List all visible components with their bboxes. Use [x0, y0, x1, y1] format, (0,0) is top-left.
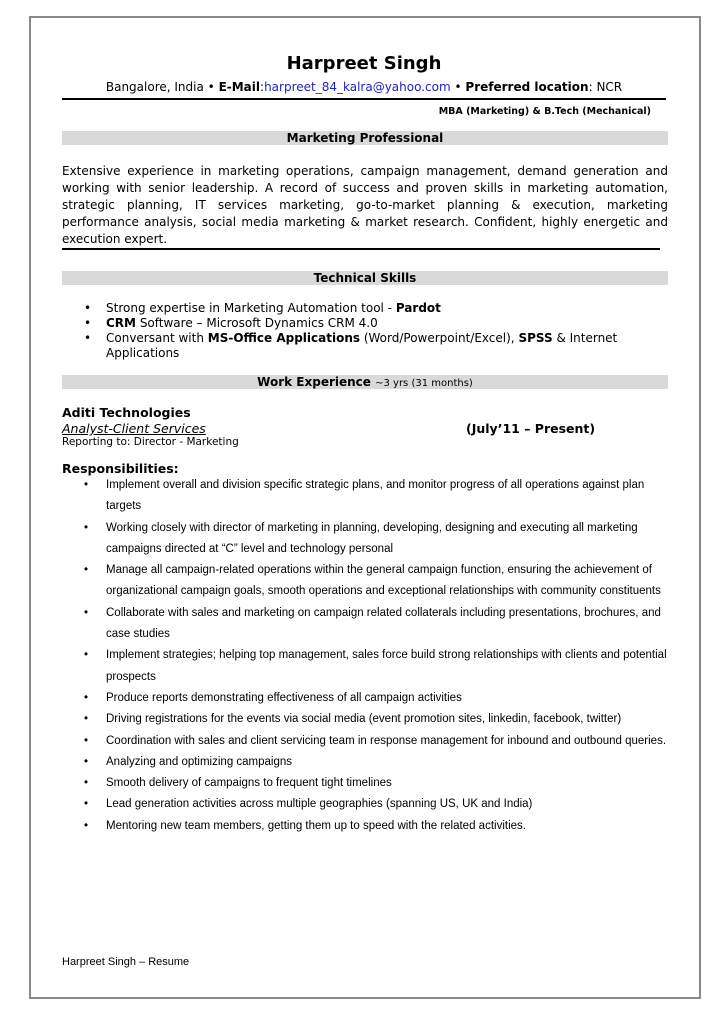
- list-item: • Driving registrations for the events via social media (event promotion sites, linkedin, facebook, twitter): [62, 709, 668, 730]
- list-item: • Analyzing and optimizing campaigns: [62, 752, 668, 773]
- list-item: • Mentoring new team members, getting them up to speed with the related activities.: [62, 816, 668, 837]
- preferred-location-label: Preferred location: [465, 80, 589, 94]
- bullet-icon: •: [84, 649, 89, 662]
- section-technical-skills: Technical Skills: [62, 271, 668, 285]
- bullet-icon: •: [84, 798, 89, 811]
- skills-list: [62, 301, 668, 361]
- contact-line: Bangalore, India • E-Mail:harpreet_84_kalra@yahoo.com • Preferred location: NCR: [105, 80, 623, 94]
- list-item: • Implement strategies; helping top management, sales force build strong relationships with clients and potential prospects: [62, 645, 668, 688]
- list-item: • Implement overall and division specific strategic plans, and monitor progress of all operations against plan targets: [62, 475, 668, 518]
- bullet-icon: •: [84, 479, 89, 491]
- candidate-name: Harpreet Singh: [286, 53, 442, 74]
- separator: •: [454, 80, 462, 94]
- page-footer: Harpreet Singh – Resume: [62, 956, 190, 968]
- list-item: • Working closely with director of marketing in planning, developing, designing and executing all marketing campaigns directed at “C” level and technology personal: [62, 518, 668, 561]
- list-item: • Collaborate with sales and marketing on campaign related collaterals including presentations, brochures, and case studies: [62, 603, 668, 646]
- bullet-icon: •: [84, 734, 89, 747]
- work-experience-title: Work Experience: [257, 375, 371, 389]
- bullet-icon: •: [84, 819, 89, 832]
- section-marketing-professional: Marketing Professional: [62, 131, 668, 145]
- reporting-line: Reporting to: Director - Marketing: [62, 436, 239, 448]
- bullet-icon: •: [84, 521, 89, 534]
- responsibilities-heading: Responsibilities:: [62, 461, 179, 476]
- bullet-icon: •: [84, 331, 92, 345]
- summary-rule: [62, 248, 660, 250]
- bullet-icon: •: [84, 755, 89, 768]
- company-name: Aditi Technologies: [62, 405, 191, 420]
- list-item: • CRM Software – Microsoft Dynamics CRM 4.0: [84, 316, 378, 330]
- list-item: • Manage all campaign-related operations within the general campaign function, ensuring the achievement of organizational campaign goals, smooth operations and exceptional relationships with community constituents: [62, 560, 668, 603]
- list-item: • Smooth delivery of campaigns to frequent tight timelines: [62, 773, 668, 794]
- list-item: • Coordination with sales and client servicing team in response management for inbound and outbound queries.: [62, 731, 668, 752]
- separator: •: [207, 80, 215, 94]
- bullet-icon: •: [84, 777, 89, 790]
- summary-text: Extensive experience in marketing operations, campaign management, demand generation and working with senior leadership. A record of success and proven skills in marketing automation, strategic planning, IT services marketing, go-to-market planning & execution, marketing performance analysis, social media marketing & market research. Confident, highly energetic and execution expert.: [62, 164, 668, 246]
- experience-duration: ~3 yrs (31 months): [375, 378, 473, 389]
- bullet-icon: •: [84, 564, 89, 577]
- section-work-experience: [62, 375, 668, 389]
- job-dates: (July’11 – Present): [466, 421, 596, 436]
- list-item: • Conversant with MS-Office Applications (Word/Powerpoint/Excel), SPSS & Internet Applications: [84, 331, 618, 360]
- responsibilities-list: [62, 475, 668, 837]
- degrees: MBA (Marketing) & B.Tech (Mechanical): [438, 106, 651, 117]
- bullet-icon: •: [84, 316, 92, 330]
- bullet-icon: •: [84, 301, 92, 315]
- list-item: • Strong expertise in Marketing Automation tool - Pardot: [84, 301, 441, 315]
- bullet-icon: •: [84, 691, 89, 704]
- list-item: • Produce reports demonstrating effectiveness of all campaign activities: [62, 688, 668, 709]
- email-label: E-Mail: [218, 80, 261, 94]
- preferred-location-value: NCR: [596, 80, 623, 94]
- list-item: • Lead generation activities across multiple geographies (spanning US, UK and India): [62, 794, 668, 815]
- bullet-icon: •: [84, 606, 89, 619]
- email-link[interactable]: harpreet_84_kalra@yahoo.com: [264, 80, 451, 94]
- bullet-icon: •: [84, 713, 89, 726]
- job-role: Analyst-Client Services: [62, 421, 206, 436]
- location: Bangalore, India: [105, 80, 204, 94]
- header-rule: [62, 98, 666, 100]
